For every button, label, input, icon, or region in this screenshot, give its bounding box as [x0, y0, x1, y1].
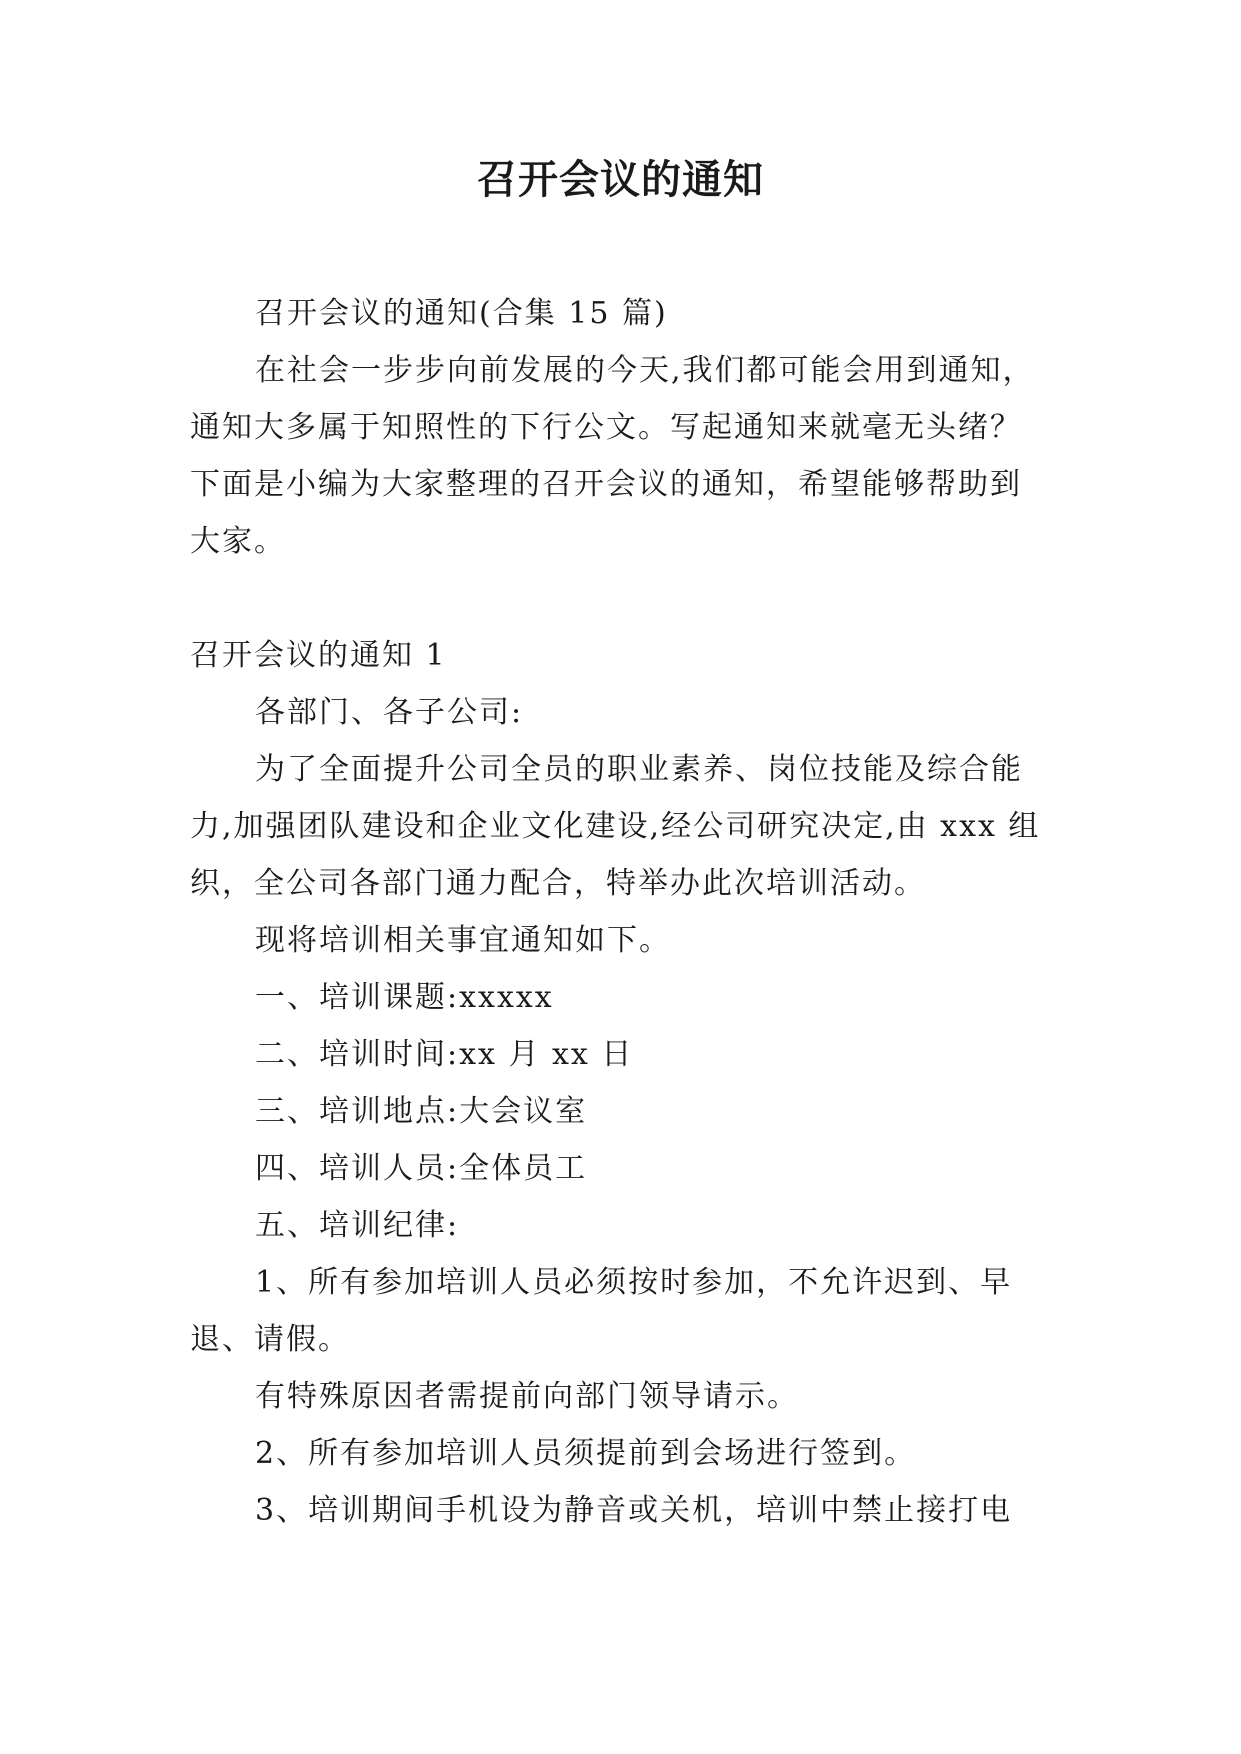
item-discipline: 五、培训纪律: — [255, 1208, 460, 1243]
rule-3: 3、培训期间手机设为静音或关机，培训中禁止接打电 — [255, 1493, 1013, 1528]
subtitle-paragraph: 召开会议的通知(合集 15 篇) — [255, 296, 668, 331]
intro-paragraph: 在社会一步步向前发展的今天,我们都可能会用到通知，通知大多属于知照性的下行公文。写起通知来就毫无头绪？下面是小编为大家整理的召开会议的通知，希望能够帮助到大家。 — [190, 353, 1035, 559]
item-participants: 四、培训人员:全体员工 — [255, 1151, 588, 1186]
purpose-paragraph: 为了全面提升公司全员的职业素养、岗位技能及综合能力,加强团队建设和企业文化建设,经公司研究决定,由 xxx 组织，全公司各部门通力配合，特举办此次培训活动。 — [190, 752, 1041, 901]
item-topic: 一、培训课题:xxxxx — [255, 980, 554, 1015]
rule-1-note: 有特殊原因者需提前向部门领导请示。 — [255, 1379, 799, 1414]
salutation-paragraph: 各部门、各子公司: — [255, 695, 524, 730]
document-body — [190, 285, 1050, 1539]
item-location: 三、培训地点:大会议室 — [255, 1094, 588, 1129]
section-heading: 召开会议的通知 1 — [190, 638, 447, 673]
rule-1: 1、所有参加培训人员必须按时参加，不允许迟到、早退、请假。 — [190, 1265, 1013, 1357]
item-time: 二、培训时间:xx 月 xx 日 — [255, 1037, 634, 1072]
rule-2: 2、所有参加培训人员须提前到会场进行签到。 — [255, 1436, 917, 1471]
document-title: 召开会议的通知 — [477, 157, 764, 203]
paragraph-gap — [190, 570, 1050, 627]
notice-paragraph: 现将培训相关事宜通知如下。 — [255, 923, 671, 958]
